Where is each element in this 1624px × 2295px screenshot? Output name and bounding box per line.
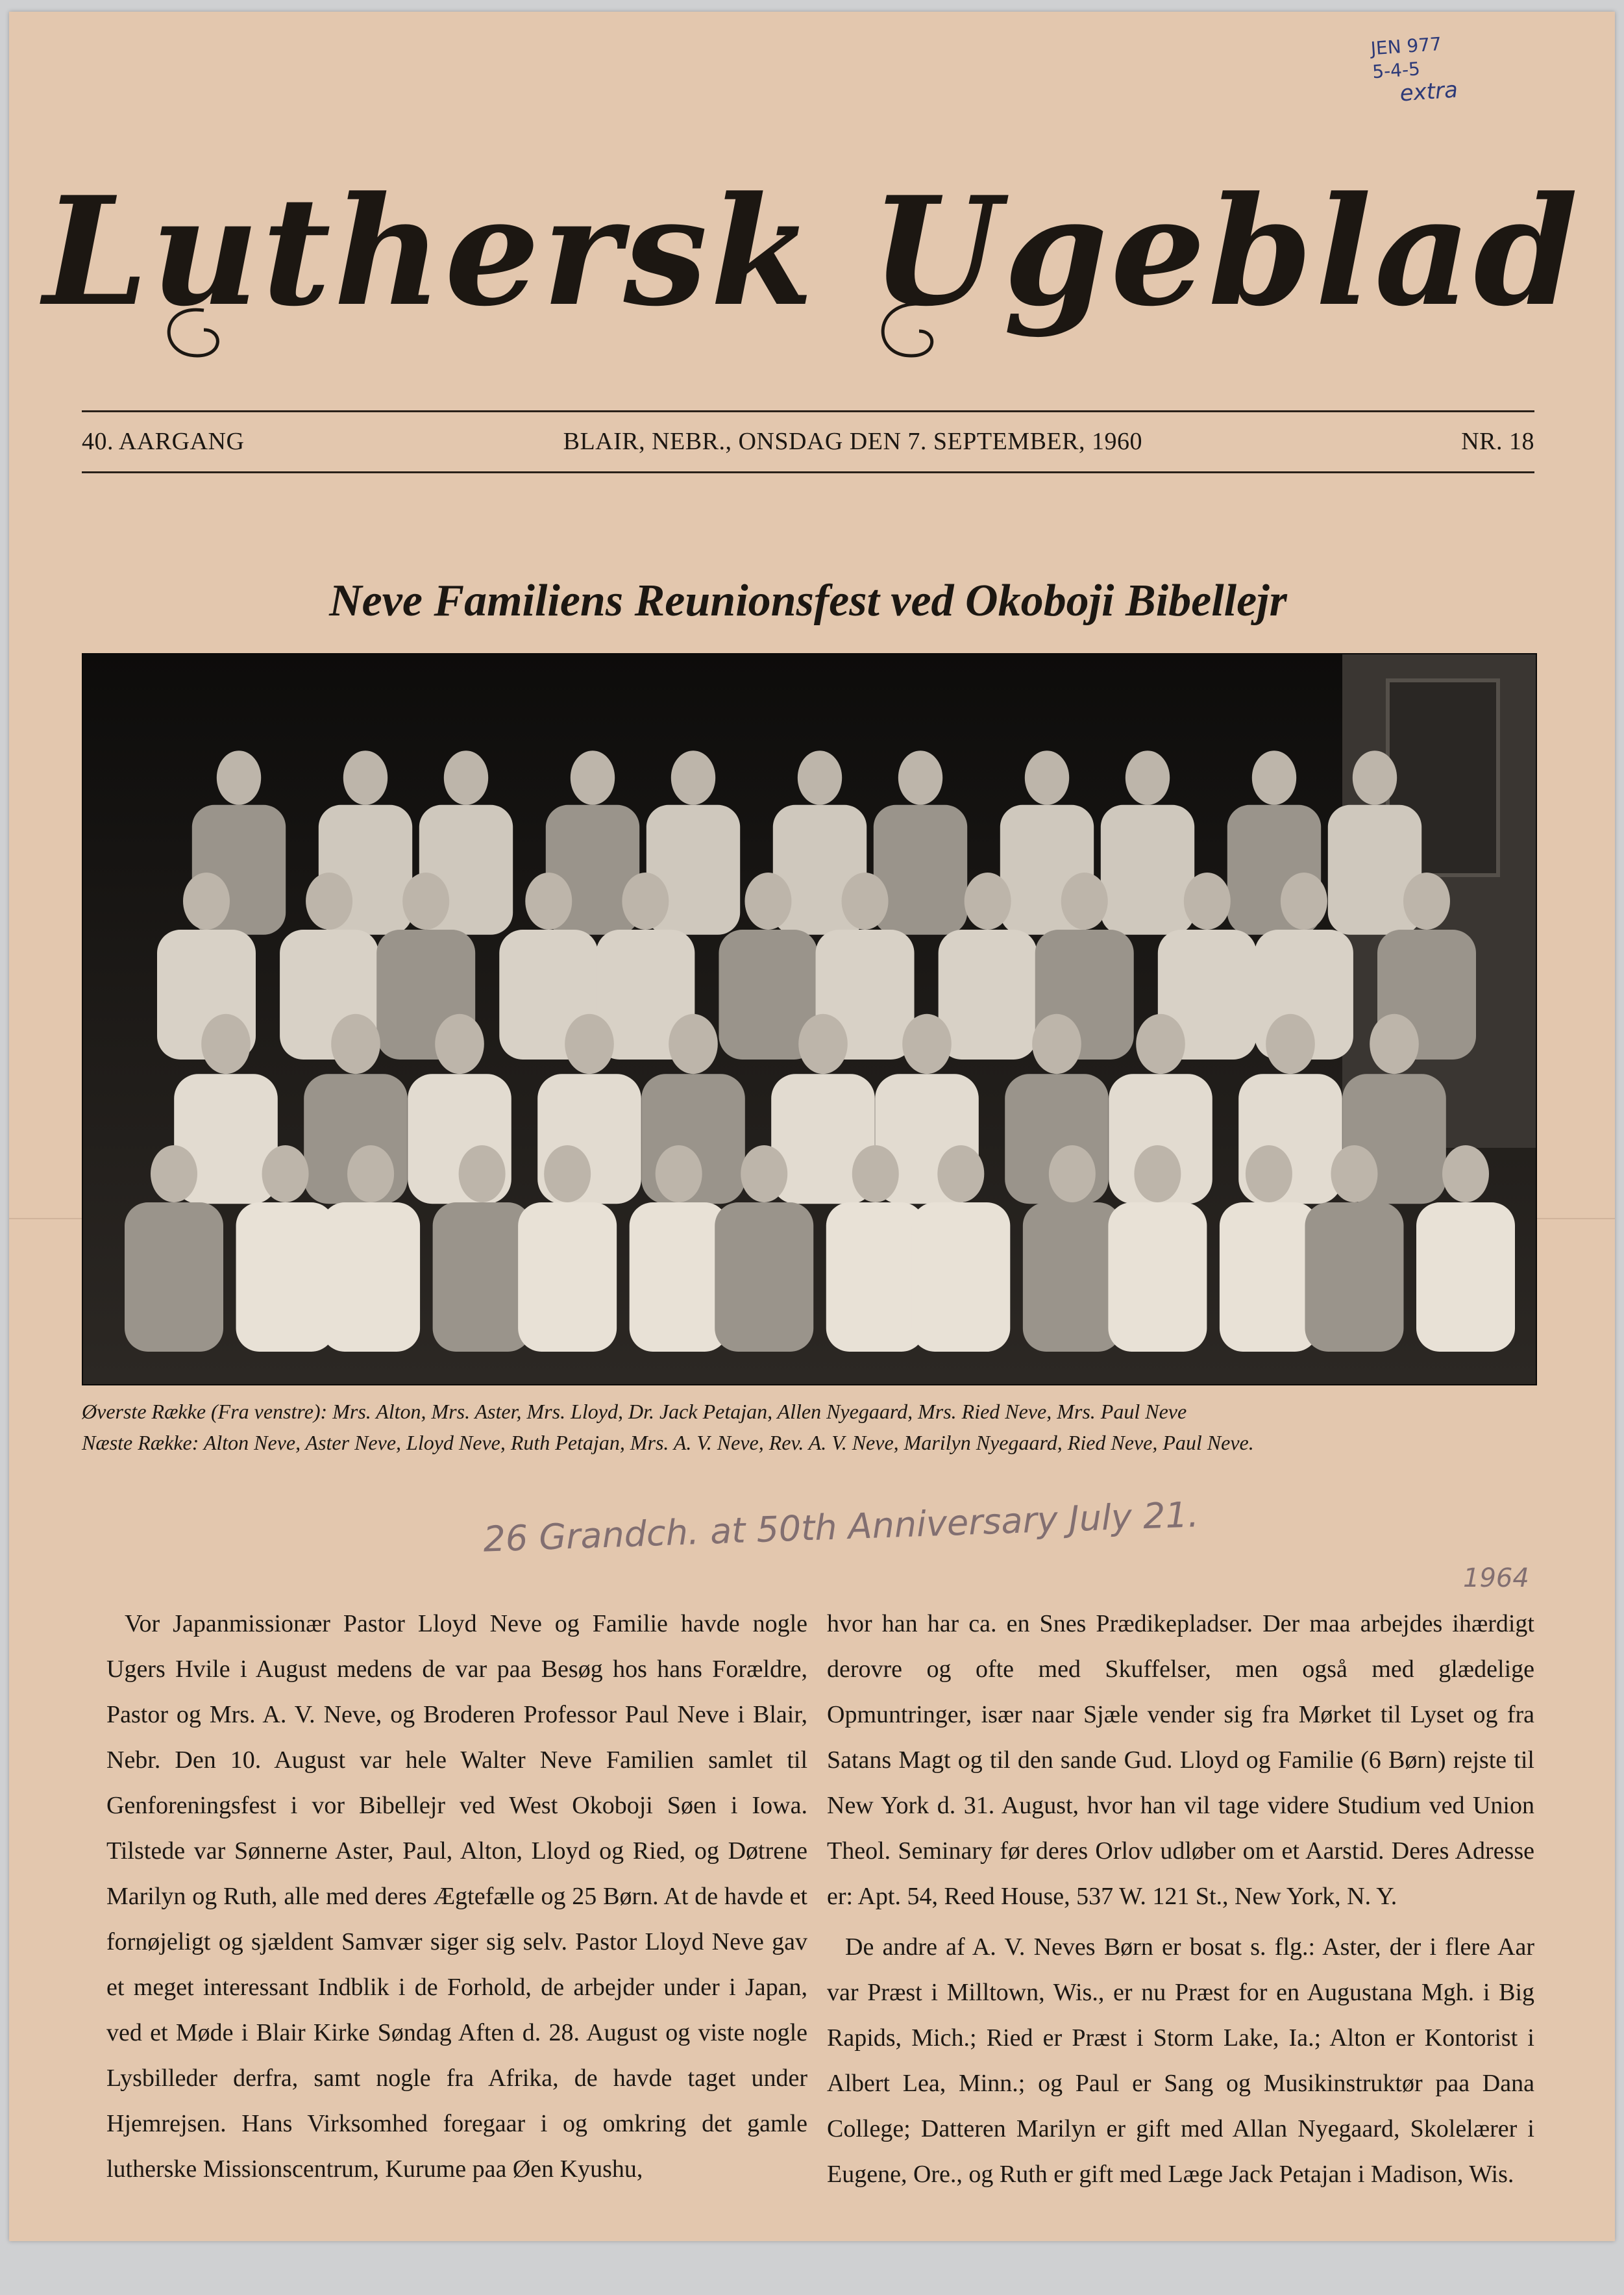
photo-figure-head (343, 751, 388, 805)
photo-figure-body (911, 1202, 1010, 1352)
photo-figure-body (874, 805, 967, 935)
issue-place-date: BLAIR, NEBR., ONSDAG DEN 7. SEPTEMBER, 1960 (563, 428, 1142, 455)
photo-figure-head (1281, 873, 1327, 930)
photo-figure-head (1331, 1145, 1377, 1202)
photo-figure-head (669, 1014, 718, 1074)
photo-figure-head (1403, 873, 1450, 930)
article-headline: Neve Familiens Reunionsfest ved Okoboji Bibellejr (329, 576, 1287, 626)
photo-figure-head (525, 873, 572, 930)
photo-figure-head (444, 751, 488, 805)
photo-figure-head (1246, 1145, 1292, 1202)
photo-figure-head (965, 873, 1011, 930)
photo-figure-head (217, 751, 261, 805)
photo-figure-head (402, 873, 449, 930)
family-photo-image (83, 654, 1536, 1384)
photo-figure-body (1220, 1202, 1318, 1352)
issue-bar (82, 423, 1534, 460)
photo-figure-body (1108, 1202, 1207, 1352)
photo-figure-head (201, 1014, 251, 1074)
masthead-title: Luthersk Ugeblad (43, 164, 1581, 340)
photo-figure-head (571, 751, 615, 805)
archive-code: JEN 977 (1370, 32, 1442, 60)
photo-figure-head (331, 1014, 380, 1074)
photo-figure-head (435, 1014, 484, 1074)
photo-figure-body (518, 1202, 617, 1352)
photo-figure-head (1353, 751, 1397, 805)
photo-figure-body (826, 1202, 925, 1352)
photo-figure-head (565, 1014, 614, 1074)
photo-figure-head (347, 1145, 394, 1202)
photo-figure-body (1101, 805, 1194, 935)
caption-top-row: Øverste Række (Fra venstre): Mrs. Alton, Mrs. Aster, Mrs. Lloyd, Dr. Jack Petajan, Allen Nyegaard, Mrs. Ried Neve, Mrs. Paul Neve (82, 1400, 1187, 1423)
photo-figure-body (715, 1202, 813, 1352)
photo-figure-head (744, 873, 791, 930)
photo-figure-head (1136, 1014, 1185, 1074)
photo-figure-head (671, 751, 715, 805)
photo-figure-head (459, 1145, 506, 1202)
header-rule-top (82, 410, 1534, 412)
photo-figure-head (1370, 1014, 1419, 1074)
issue-number: NR. 18 (1461, 428, 1534, 455)
photo-figure-head (306, 873, 352, 930)
handwritten-note: 26 Grandch. at 50th Anniversary July 21. (482, 1494, 1200, 1560)
photo-figure-head (1442, 1145, 1489, 1202)
photo-figure-body (433, 1202, 532, 1352)
archive-annotation (1370, 25, 1550, 108)
photo-caption (82, 1397, 1534, 1459)
photo-figure-body (939, 930, 1037, 1060)
masthead (9, 142, 1615, 388)
photo-figure-head (1025, 751, 1069, 805)
article-paragraph: De andre af A. V. Neves Børn er bosat s. flg.: Aster, der i flere Aar var Præst i Milltown, Wis., er nu Præst for en Augustana Mgh. i Big Rapids, Mich.; Ried er Præst i Storm Lake, Ia.; Alton er Kontorist i Albert Lea, Minn.; og Paul er Sang og Musikinstruktør paa Dana College; Datteren Marilyn er gift med Allan Nyegaard, Skolelærer i Eugene, Ore., og Ruth er gift med Læge Jack Petajan i Madison, Wis. (827, 1933, 1534, 2188)
photo-figure-head (183, 873, 230, 930)
newspaper-page (9, 12, 1615, 2241)
photo-figure-head (1049, 1145, 1096, 1202)
photo-figure-body (125, 1202, 223, 1352)
photo-figure-body (1416, 1202, 1515, 1352)
photo-figure-head (151, 1145, 197, 1202)
article-column-right (827, 1601, 1534, 2202)
family-photo (82, 653, 1537, 1385)
photo-figure-head (1252, 751, 1296, 805)
archive-extra-note: extra (1399, 77, 1459, 107)
photo-figure-head (798, 1014, 848, 1074)
photo-figure-body (630, 1202, 728, 1352)
photo-figure-head (741, 1145, 787, 1202)
photo-figure-head (1061, 873, 1108, 930)
photo-figure-head (1032, 1014, 1081, 1074)
photo-figure-head (1126, 751, 1170, 805)
photo-figure-head (544, 1145, 591, 1202)
photo-figure-head (1266, 1014, 1315, 1074)
photo-figure-head (262, 1145, 309, 1202)
photo-figure-head (798, 751, 842, 805)
photo-figure-head (656, 1145, 702, 1202)
photo-figure-head (937, 1145, 984, 1202)
masthead-logo (9, 142, 1615, 388)
article-paragraph: Vor Japanmissionær Pastor Lloyd Neve og Familie havde nogle Ugers Hvile i August medens de var paa Besøg hos hans Forældre, Pastor og Mrs. A. V. Neve, og Broderen Professor Paul Neve i Blair, Nebr. Den 10. August var hele Walter Neve Familien samlet til Genforeningsfest i vor Bibellejr ved West Okoboji Søen i Iowa. Tilstede var Sønnerne Aster, Paul, Alton, Lloyd og Ried, og Døtrene Marilyn og Ruth, alle med deres Ægtefælle og 25 Børn. At de havde et fornøjeligt og sjældent Samvær siger sig selv. Pastor Lloyd Neve gav et meget interessant Indblik i de Forhold, de arbejder under i Japan, ved et Møde i Blair Kirke Søndag Aften d. 28. August og viste nogle Lysbilleder derfra, samt nogle fra Afrika, de havde taget under Hjemrejsen. Hans Virksomhed foregaar i og omkring det gamle lutherske Missionscentrum, Kurume paa Øen Kyushu, (106, 1610, 807, 2183)
photo-figure-body (236, 1202, 335, 1352)
photo-figure-head (852, 1145, 899, 1202)
photo-figure-body (1023, 1202, 1122, 1352)
photo-figure-body (1305, 1202, 1403, 1352)
photo-figure-head (842, 873, 889, 930)
photo-figure-head (1184, 873, 1231, 930)
photo-figure-head (1134, 1145, 1181, 1202)
photo-figure-head (902, 1014, 952, 1074)
article-column-left (106, 1601, 807, 2197)
article-paragraph: hvor han har ca. en Snes Prædikepladser. Der maa arbejdes ihærdigt derovre og ofte med Skuffelser, men også med glædelige Opmuntringer, især naar Sjæle vender sig fra Mørket til Lyset og fra Satans Magt og til den sande Gud. Lloyd og Familie (6 Børn) rejste til New York d. 31. August, hvor han vil tage videre Studium ved Union Theol. Seminary før deres Orlov udløber om et Aarstid. Deres Adresse er: Apt. 54, Reed House, 537 W. 121 St., New York, N. Y. (827, 1610, 1534, 1910)
photo-figure-head (898, 751, 942, 805)
archive-number: 5-4-5 (1372, 58, 1421, 83)
caption-next-row: Næste Række: Alton Neve, Aster Neve, Lloyd Neve, Ruth Petajan, Mrs. A. V. Neve, Rev. A. V. Neve, Marilyn Nyegaard, Ried Neve, Paul Neve. (82, 1431, 1254, 1454)
header-rule-bottom (82, 471, 1534, 473)
handwritten-year: 1964 (1463, 1563, 1529, 1593)
issue-volume: 40. AARGANG (82, 428, 245, 455)
photo-figure-body (321, 1202, 420, 1352)
photo-figure-head (622, 873, 669, 930)
